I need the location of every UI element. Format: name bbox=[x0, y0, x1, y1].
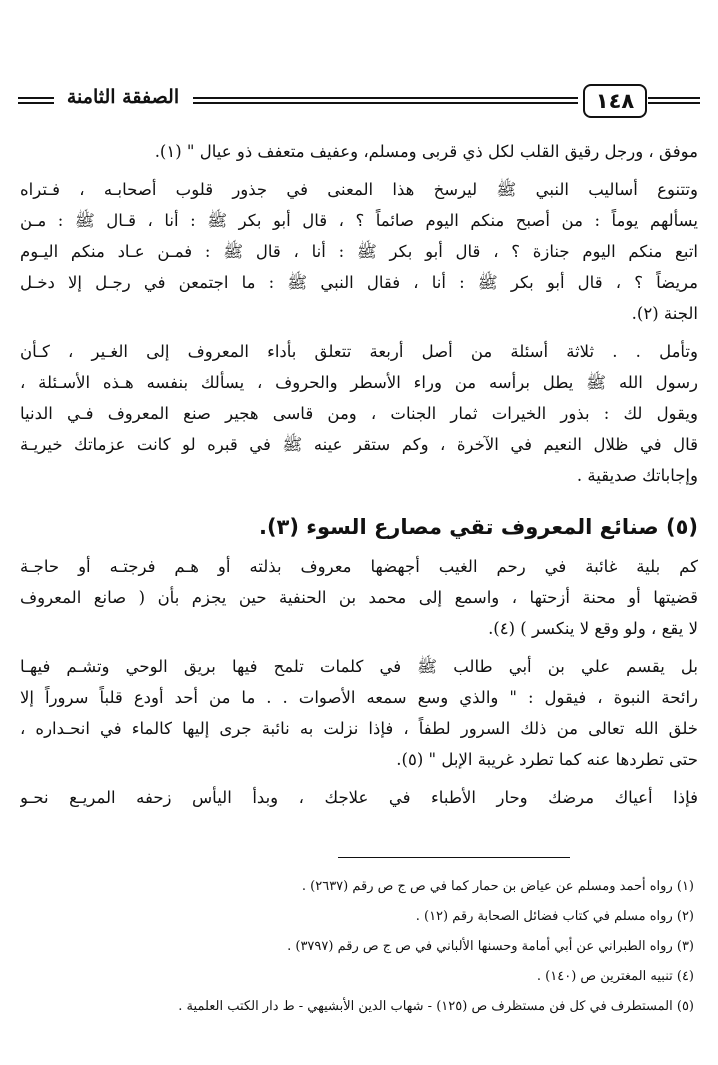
footnote: (١) رواه أحمد ومسلم عن عياض بن حمار كما في ص ج ص رقم (٢٦٣٧) . bbox=[301, 879, 694, 894]
section-heading: (٥) صنائع المعروف تقي مصارع السوء (٣). bbox=[258, 515, 698, 539]
footnotes bbox=[20, 872, 698, 1022]
header-rule-middle-2 bbox=[193, 102, 578, 104]
text-line: وإجاباتك صديقية . bbox=[576, 466, 698, 485]
footnote-separator bbox=[338, 857, 570, 858]
text-line: لا يقع ، ولو وقع لا ينكسر ) (٤). bbox=[488, 619, 698, 638]
text-line: الجنة (٢). bbox=[631, 304, 698, 323]
footnote: (٤) تنبيه المغترين ص (١٤٠) . bbox=[536, 969, 694, 984]
header-rule-left-2 bbox=[18, 102, 54, 104]
footnote: (٢) رواه مسلم في كتاب فضائل الصحابة رقم (١٢) . bbox=[415, 909, 694, 924]
text-line: اتبع منكم اليوم جنازة ؟ ، قال أبو بكر ﷺ : أنا ، قال ﷺ : فمـن عـاد منكم اليـوم bbox=[20, 242, 698, 261]
footnote: (٥) المستطرف في كل فن مستظرف ص (١٢٥) - شهاب الدين الأبشيهي - ط دار الكتب العلمية . bbox=[178, 999, 694, 1014]
header-rule-right bbox=[648, 97, 700, 99]
text-line: رسول الله ﷺ يطل برأسه من وراء الأسطر والحروف ، يسألك بنفسه هـذه الأسـئلة ، bbox=[20, 373, 698, 392]
text-line: خلق الله تعالى من ذلك السرور لطفاً ، فإذا نزلت به نائبة جرى إليها كالماء في انحـداره ، bbox=[20, 719, 698, 738]
text-line: فإذا أعياك مرضك وحار الأطباء في علاجك ، وبدأ اليأس زحفه المريـع نحـو bbox=[20, 788, 698, 807]
text-line: مريضاً ؟ ، قال أبو بكر ﷺ : أنا ، فقال النبي ﷺ : ما اجتمعن في رجـل إلا دخـل bbox=[20, 273, 698, 292]
text-line: كم بلية غائبة في رحم الغيب أجهضها معروف بذلته أو هـم فرجتـه أو حاجـة bbox=[20, 557, 698, 576]
page-header bbox=[18, 82, 700, 118]
text-line: موفق ، ورجل رقيق القلب لكل ذي قربى ومسلم، وعفيف متعفف ذو عيال " (١). bbox=[154, 142, 698, 161]
header-rule-middle bbox=[193, 97, 578, 99]
text-line: يسألهم يوماً : من أصبح منكم اليوم صائماً ؟ ، قال أبو بكر ﷺ : أنا ، قـال ﷺ : مـن bbox=[20, 211, 698, 230]
page-number: ١٤٨ bbox=[583, 84, 647, 118]
text-line: رائحة النبوة ، فيقول : " والذي وسع سمعه الأصوات . . ما من أحد أودع قلباً سروراً إلا bbox=[20, 688, 698, 707]
header-rule-left bbox=[18, 97, 54, 99]
text-line: وتتنوع أساليب النبي ﷺ ليرسخ هذا المعنى في جذور قلوب أصحابـه ، فـتراه bbox=[20, 180, 698, 199]
text-line: حتى تطردها عنه كما تطرد غريبة الإبل " (٥). bbox=[396, 750, 698, 769]
text-line: بل يقسم علي بن أبي طالب ﷺ في كلمات تلمح فيها بريق الوحي وتشـم فيهـا bbox=[20, 657, 698, 676]
text-line: قضيتها أو محنة أزحتها ، واسمع إلى محمد بن الحنفية حين يجزم بأن ( صانع المعروف bbox=[20, 588, 698, 607]
footnote: (٣) رواه الطبراني عن أبي أمامة وحسنها الألباني في ص ج ص رقم (٣٧٩٧) . bbox=[287, 939, 694, 954]
text-line: قال في ظلال النعيم في الآخرة ، وكم ستقر عينه ﷺ في قبره لو كانت عزماتك خيريـة bbox=[20, 435, 698, 454]
main-text bbox=[20, 136, 698, 813]
chapter-title: الصفقة الثامنة bbox=[66, 86, 180, 108]
text-line: ويقول لك : بذور الخيرات ثمار الجنات ، ومن قاسى هجير صنع المعروف فـي الدنيا bbox=[20, 404, 698, 423]
text-line: وتأمل . . ثلاثة أسئلة من أصل أربعة تتعلق بأداء المعروف إلى الغـير ، كـأن bbox=[20, 342, 698, 361]
header-rule-right-2 bbox=[648, 102, 700, 104]
